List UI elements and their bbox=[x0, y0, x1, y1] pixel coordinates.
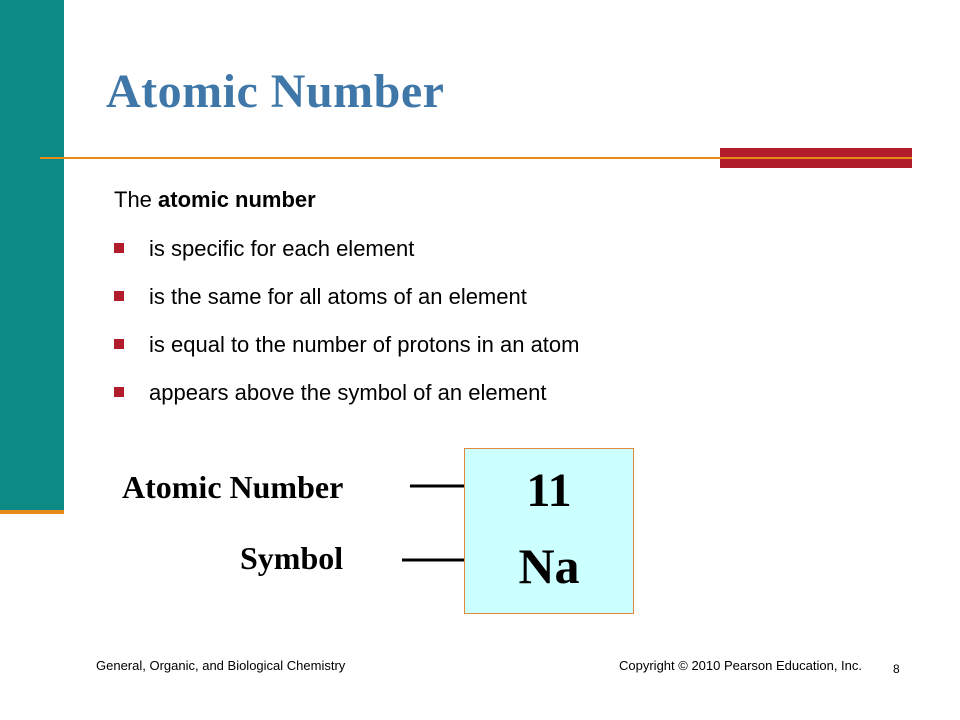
intro-text bbox=[114, 187, 316, 213]
footer-book-title: General, Organic, and Biological Chemistry bbox=[96, 658, 346, 673]
bullet-text: is equal to the number of protons in an atom bbox=[149, 332, 580, 357]
element-tile bbox=[464, 448, 634, 614]
element-symbol: Na bbox=[518, 538, 580, 594]
square-bullet-icon bbox=[114, 243, 124, 253]
bullet-text: appears above the symbol of an element bbox=[149, 380, 547, 405]
bullet-text: is the same for all atoms of an element bbox=[149, 284, 527, 309]
square-bullet-icon bbox=[114, 339, 124, 349]
symbol-label: Symbol bbox=[240, 540, 344, 576]
slide-title: Atomic Number bbox=[106, 65, 445, 118]
intro-prefix: The bbox=[114, 187, 159, 212]
footer-copyright: Copyright © 2010 Pearson Education, Inc. bbox=[619, 658, 863, 673]
bullet-text: is specific for each element bbox=[149, 236, 415, 261]
intro-bold-term: atomic number bbox=[158, 187, 316, 212]
page-number: 8 bbox=[893, 662, 900, 676]
atomic-number-label: Atomic Number bbox=[122, 469, 344, 505]
element-atomic-number: 11 bbox=[526, 464, 572, 517]
square-bullet-icon bbox=[114, 291, 124, 301]
left-accent-bar bbox=[0, 0, 64, 512]
square-bullet-icon bbox=[114, 387, 124, 397]
accent-bar-underline bbox=[0, 510, 64, 514]
title-divider-overlay bbox=[720, 157, 912, 159]
